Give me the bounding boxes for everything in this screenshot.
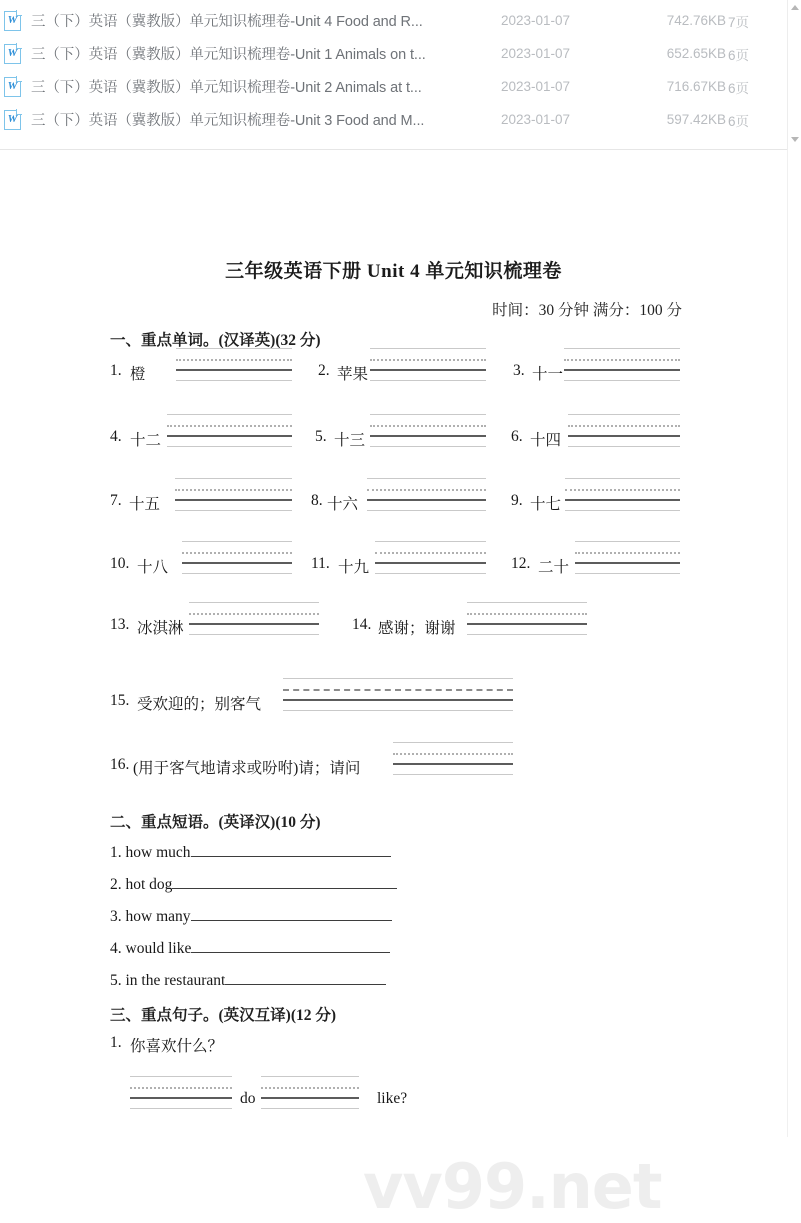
word-item-label: 苹果 (337, 366, 369, 383)
word-item-label: 十一 (532, 366, 564, 383)
writing-guide[interactable] (375, 540, 486, 574)
word-doc-icon: W (4, 77, 21, 97)
sentence-fixed-word-like: like? (377, 1090, 408, 1107)
file-list-row[interactable] (0, 4, 787, 37)
writing-guide[interactable] (564, 347, 680, 381)
file-list-row[interactable] (0, 103, 787, 136)
word-item-label: 十三 (334, 432, 366, 449)
word-doc-icon: W (4, 44, 21, 64)
word-item-label: 冰淇淋 (137, 620, 184, 637)
word-item-label: 二十 (538, 559, 570, 576)
file-page-count: 6页 (727, 80, 749, 96)
vertical-scrollbar[interactable] (787, 0, 800, 150)
answer-blank[interactable] (172, 876, 397, 889)
file-name[interactable]: 三（下）英语（冀教版）单元知识梳理卷-Unit 1 Animals on t... (31, 47, 426, 63)
writing-guide[interactable] (176, 347, 292, 381)
file-date: 2023-01-07 (501, 46, 571, 61)
panel-divider (787, 150, 788, 1137)
triangle-down-icon[interactable] (788, 133, 801, 146)
file-date: 2023-01-07 (501, 112, 571, 127)
file-name[interactable]: 三（下）英语（冀教版）单元知识梳理卷-Unit 2 Animals at t... (31, 80, 422, 96)
word-item-number: 13. (110, 616, 130, 633)
file-size: 716.67KB (666, 79, 726, 94)
document-page (0, 150, 787, 1223)
writing-guide[interactable] (261, 1075, 359, 1109)
writing-guide[interactable] (575, 540, 680, 574)
file-list-row[interactable] (0, 70, 787, 103)
answer-blank[interactable] (191, 908, 392, 921)
answer-blank[interactable] (191, 940, 390, 953)
writing-guide[interactable] (393, 741, 513, 775)
file-size: 597.42KB (666, 112, 726, 127)
sentence-fixed-word-do: do (240, 1090, 256, 1107)
file-list-row[interactable] (0, 37, 787, 70)
word-item-number: 15. (110, 692, 130, 709)
file-page-count: 6页 (727, 113, 749, 129)
word-item-number: 1. (110, 362, 122, 379)
phrase-number: 5. (110, 972, 122, 989)
word-doc-icon: W (4, 110, 21, 130)
phrase-number: 2. (110, 876, 122, 893)
file-name[interactable]: 三（下）英语（冀教版）单元知识梳理卷-Unit 3 Food and M... (31, 113, 425, 129)
file-list[interactable] (0, 0, 787, 150)
word-item-label: 十四 (530, 432, 562, 449)
answer-blank[interactable] (225, 972, 386, 985)
word-item-label: 十七 (530, 496, 562, 513)
word-item-number: 4. (110, 428, 122, 445)
word-item-number: 11. (311, 555, 330, 572)
writing-guide[interactable] (568, 413, 680, 447)
phrase-item (110, 972, 386, 990)
phrase-text: how many (125, 908, 191, 925)
word-item-number: 8. (311, 492, 323, 509)
answer-blank[interactable] (191, 844, 391, 857)
word-item-number: 3. (513, 362, 525, 379)
section-heading-phrases: 二、重点短语。(英译汉)(10 分) (110, 814, 321, 831)
file-size: 652.65KB (666, 46, 726, 61)
phrase-text: would like (125, 940, 192, 957)
writing-guide[interactable] (167, 413, 292, 447)
word-item-label: 感谢；谢谢 (378, 620, 456, 637)
word-item-number: 2. (318, 362, 330, 379)
word-item-number: 14. (352, 616, 372, 633)
file-size: 742.76KB (666, 13, 726, 28)
phrase-text: how much (125, 844, 191, 861)
section-heading-vocabulary: 一、重点单词。(汉译英)(32 分) (110, 332, 321, 349)
writing-guide[interactable] (130, 1075, 232, 1109)
writing-guide[interactable] (370, 413, 486, 447)
word-item-number: 12. (511, 555, 531, 572)
phrase-number: 3. (110, 908, 122, 925)
word-item-label: 十五 (129, 496, 161, 513)
word-item-number: 10. (110, 555, 130, 572)
writing-guide[interactable] (370, 347, 486, 381)
word-item-label: 受欢迎的；别客气 (137, 696, 262, 713)
file-date: 2023-01-07 (501, 13, 571, 28)
section-heading-sentences: 三、重点句子。(英汉互译)(12 分) (110, 1007, 337, 1024)
phrase-text: hot dog (125, 876, 173, 893)
word-item-label: 橙 (130, 366, 146, 383)
writing-guide[interactable] (367, 477, 486, 511)
phrase-number: 1. (110, 844, 122, 861)
word-item-number: 9. (511, 492, 523, 509)
word-item-number: 6. (511, 428, 523, 445)
writing-guide[interactable] (467, 601, 587, 635)
word-item-number: 7. (110, 492, 122, 509)
file-page-count: 7页 (727, 14, 749, 30)
word-item-number: 16. (110, 756, 130, 773)
file-name[interactable]: 三（下）英语（冀教版）单元知识梳理卷-Unit 4 Food and R... (31, 14, 423, 30)
phrase-item (110, 940, 390, 958)
triangle-up-icon[interactable] (788, 1, 801, 14)
writing-guide[interactable] (182, 540, 292, 574)
writing-guide[interactable] (175, 477, 292, 511)
word-item-label: 十六 (327, 496, 359, 513)
writing-guide[interactable] (283, 677, 513, 711)
sentence-number: 1. (110, 1034, 122, 1051)
word-doc-icon: W (4, 11, 21, 31)
file-date: 2023-01-07 (501, 79, 571, 94)
page-title: 三年级英语下册 Unit 4 单元知识梳理卷 (225, 261, 562, 282)
writing-guide[interactable] (565, 477, 680, 511)
word-item-label: 十八 (137, 559, 169, 576)
phrase-number: 4. (110, 940, 122, 957)
file-page-count: 6页 (727, 47, 749, 63)
word-item-number: 5. (315, 428, 327, 445)
phrase-item (110, 844, 391, 862)
writing-guide[interactable] (189, 601, 319, 635)
exam-meta: 时间：30 分钟 满分：100 分 (492, 302, 682, 319)
sentence-text: 你喜欢什么？ (130, 1038, 224, 1055)
word-item-label: (用于客气地请求或吩咐)请；请问 (133, 760, 361, 777)
phrase-text: in the restaurant (125, 972, 226, 989)
phrase-item (110, 876, 397, 894)
word-item-label: 十二 (130, 432, 162, 449)
watermark: vv99.net (363, 1150, 662, 1223)
word-item-label: 十九 (338, 559, 370, 576)
phrase-item (110, 908, 392, 926)
